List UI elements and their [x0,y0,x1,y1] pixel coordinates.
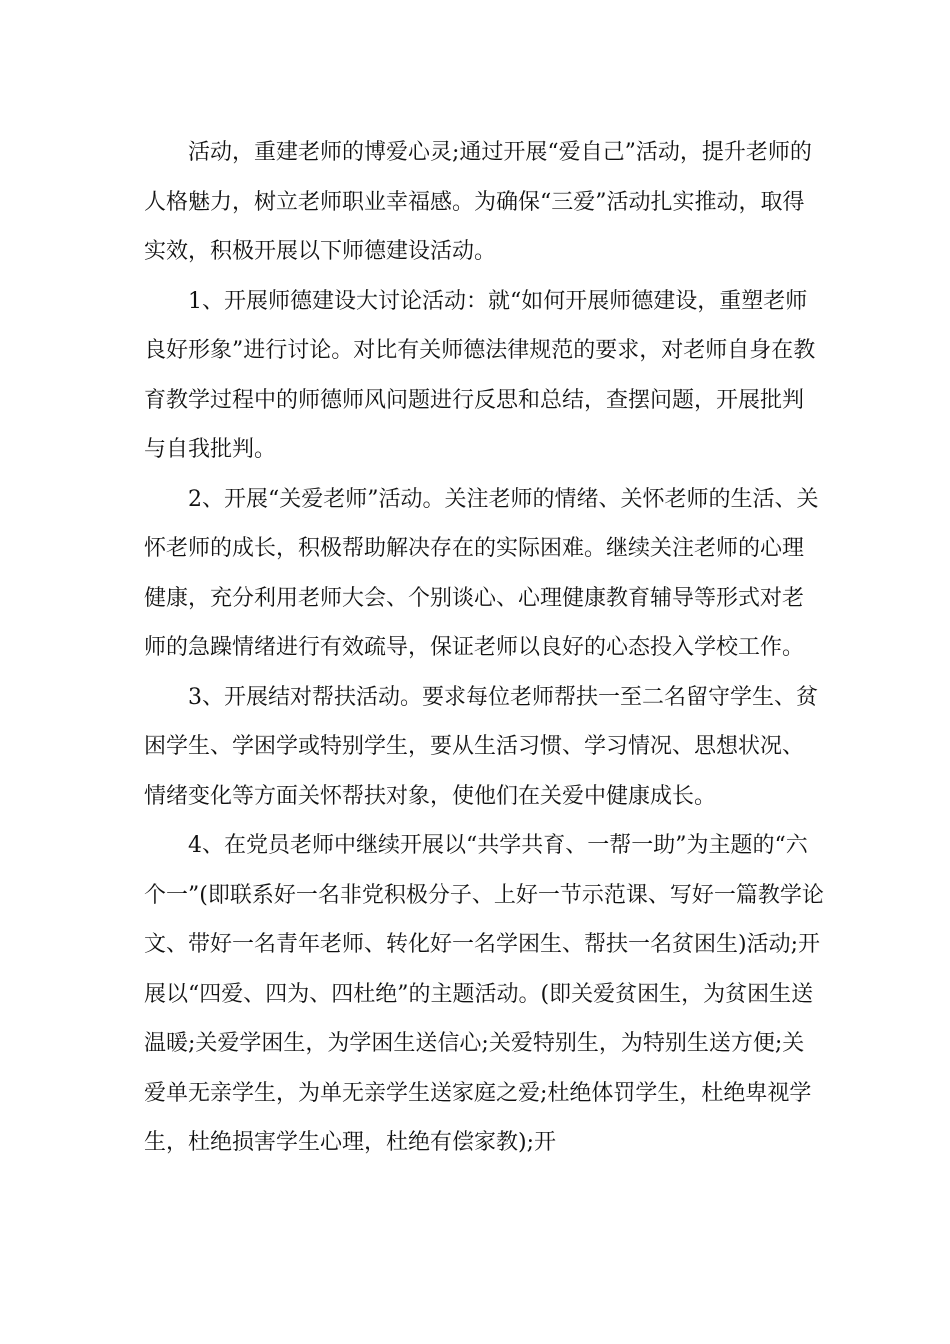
paragraph-item-3: 3、开展结对帮扶活动。要求每位老师帮扶一至二名留守学生、贫困学生、学困学或特别学生，要从生活习惯、学习情况、思想状况、情绪变化等方面关怀帮扶对象，使他们在关爱中健康成长。 [144,684,818,809]
paragraph-item-2: 2、开展“关爱老师”活动。关注老师的情绪、关怀老师的生活、关怀老师的成长，积极帮助解决存在的实际困难。继续关注老师的心理健康，充分利用老师大会、个别谈心、心理健康教育辅导等形式对老师的急躁情绪进行有效疏导，保证老师以良好的心态投入学校工作。 [144,486,819,660]
document-body [144,128,824,1168]
paragraph-item-4: 4、在党员老师中继续开展以“共学共育、一帮一助”为主题的“六个一”(即联系好一名非党积极分子、上好一节示范课、写好一篇教学论文、带好一名青年老师、转化好一名学困生、帮扶一名贫困生)活动;开展以“四爱、四为、四杜绝”的主题活动。(即关爱贫困生，为贫困生送温暖;关爱学困生，为学困生送信心;关爱特别生，为特别生送方便;关爱单无亲学生，为单无亲学生送家庭之爱;杜绝体罚学生，杜绝卑视学生，杜绝损害学生心理，杜绝有偿家教);开 [144,833,824,1155]
paragraph-intro: 活动，重建老师的博爱心灵;通过开展“爱自己”活动，提升老师的人格魅力，树立老师职业幸福感。为确保“三爱”活动扎实推动，取得实效，积极开展以下师德建设活动。 [144,140,812,264]
paragraph-item-1: 1、开展师德建设大讨论活动：就“如何开展师德建设，重塑老师良好形象”进行讨论。对比有关师德法律规范的要求，对老师自身在教育教学过程中的师德师风问题进行反思和总结，查摆问题，开展批判与自我批判。 [144,288,816,462]
